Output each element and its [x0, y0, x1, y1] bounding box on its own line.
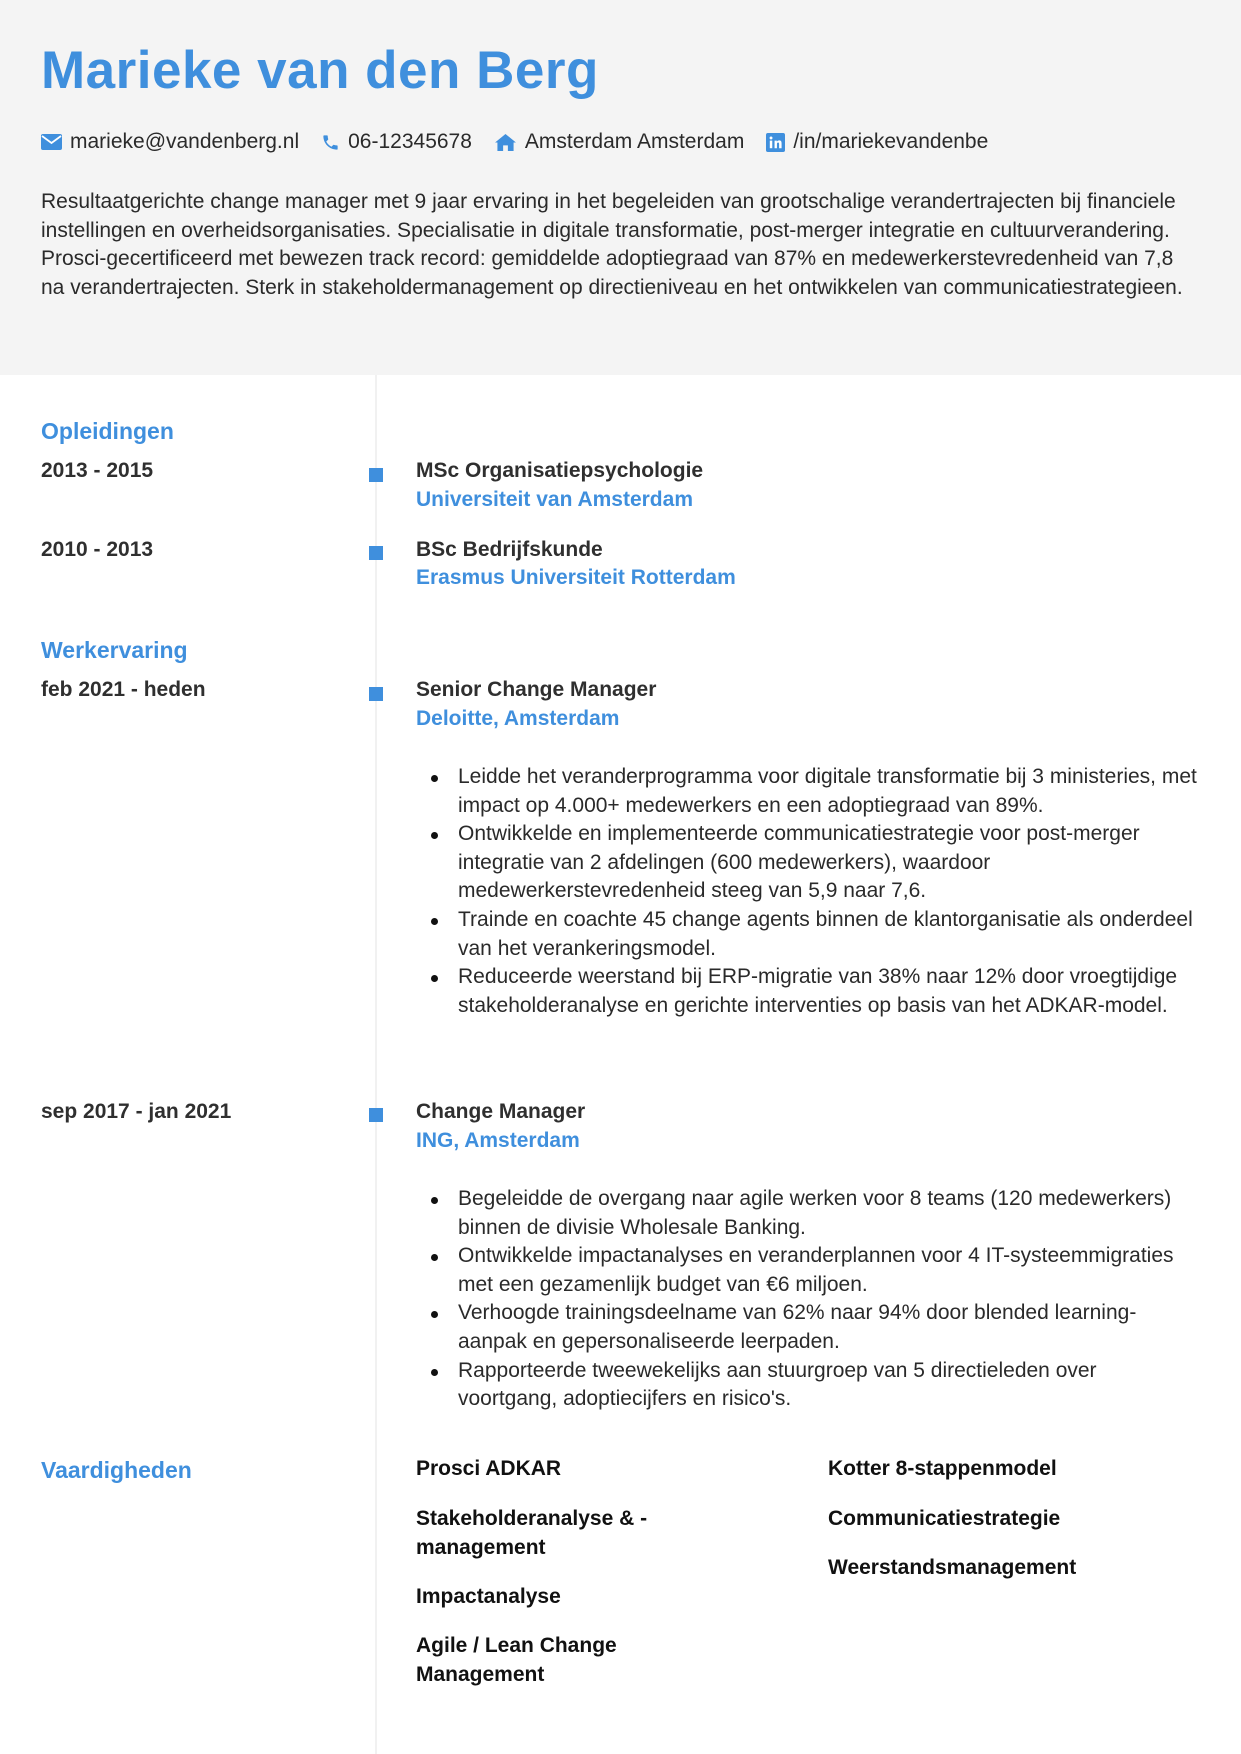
job-period: sep 2017 - jan 2021 — [41, 1100, 232, 1123]
experience-heading: Werkervaring — [41, 637, 188, 663]
contact-location — [494, 130, 744, 154]
degree-title: MSc Organisatiepsychologie — [416, 459, 704, 482]
achievement-item: Ontwikkelde impactanalyses en veranderplannen voor 4 IT-systeemmigraties met een gezamenlijk budget van €6 miljoen. — [416, 1242, 1201, 1299]
achievement-item: Rapporteerde tweewekelijks aan stuurgroep van 5 directieleden over voortgang, adoptiecijfers en risico's. — [416, 1357, 1201, 1414]
education-period: 2013 - 2015 — [41, 459, 154, 482]
contact-bar — [41, 128, 1010, 156]
education-period: 2010 - 2013 — [41, 538, 154, 561]
skills-heading: Vaardigheden — [41, 1457, 192, 1483]
phone-icon — [321, 133, 340, 152]
contact-linkedin[interactable] — [766, 130, 988, 154]
timeline-marker — [369, 687, 383, 701]
achievement-item: Leidde het veranderprogramma voor digitale transformatie bij 3 ministeries, met impact op 4.000+ medewerkers en een adoptiegraad van 89%. — [416, 763, 1201, 820]
timeline-marker — [369, 546, 383, 560]
skill-item: Communicatiestrategie — [828, 1507, 1061, 1530]
job-achievements — [416, 763, 1201, 1020]
skill-item: Impactanalyse — [416, 1585, 561, 1608]
job-achievements — [416, 1185, 1201, 1414]
skill-item: Prosci ADKAR — [416, 1457, 562, 1480]
job-title: Senior Change Manager — [416, 678, 657, 701]
column-divider — [375, 375, 377, 1754]
envelope-icon — [41, 134, 62, 150]
company-name: Deloitte, Amsterdam — [416, 707, 620, 730]
job-title: Change Manager — [416, 1100, 586, 1123]
resume-header — [0, 0, 1241, 375]
contact-phone[interactable] — [321, 130, 472, 154]
timeline-marker — [369, 1108, 383, 1122]
email-text: marieke@vandenberg.nl — [70, 130, 300, 153]
education-heading: Opleidingen — [41, 418, 174, 444]
timeline-marker — [369, 468, 383, 482]
achievement-item: Trainde en coachte 45 change agents binnen de klantorganisatie als onderdeel van het verankeringsmodel. — [416, 906, 1201, 963]
phone-text: 06-12345678 — [348, 130, 472, 153]
linkedin-text: /in/mariekevandenbe — [793, 130, 989, 153]
school-name: Universiteit van Amsterdam — [416, 488, 693, 511]
home-icon — [494, 133, 517, 152]
degree-title: BSc Bedrijfskunde — [416, 538, 603, 561]
candidate-name: Marieke van den Berg — [41, 41, 599, 100]
skill-item: Kotter 8-stappenmodel — [828, 1457, 1057, 1480]
achievement-item: Reduceerde weerstand bij ERP-migratie van 38% naar 12% door vroegtijdige stakeholderanalyse en gerichte interventies op basis van het ADKAR-model. — [416, 963, 1201, 1020]
location-text: Amsterdam Amsterdam — [524, 130, 745, 153]
skill-item: Weerstandsmanagement — [828, 1556, 1077, 1579]
skill-item: Stakeholderanalyse & -management — [416, 1507, 648, 1559]
profile-summary: Resultaatgerichte change manager met 9 jaar ervaring in het begeleiden van grootschalige verandertrajecten bij financiele instellingen en overheidsorganisaties. Specialisatie in digitale transformatie, post-merger integratie en cultuurverandering. Prosci-gecertificeerd met bewezen track record: gemiddelde adoptiegraad van 87% en medewerkerstevredenheid van 7,8 na verandertrajecten. Sterk in stakeholdermanagement op directieniveau en het ontwikkelen van communicatiestrategieen. — [41, 190, 1183, 299]
linkedin-icon — [766, 133, 785, 152]
contact-email[interactable] — [41, 130, 299, 154]
achievement-item: Verhoogde trainingsdeelname van 62% naar 94% door blended learning-aanpak en gepersonaliseerde leerpaden. — [416, 1299, 1201, 1356]
skill-item: Agile / Lean Change Management — [416, 1634, 617, 1686]
company-name: ING, Amsterdam — [416, 1129, 580, 1152]
achievement-item: Begeleidde de overgang naar agile werken voor 8 teams (120 medewerkers) binnen de divisie Wholesale Banking. — [416, 1185, 1201, 1242]
school-name: Erasmus Universiteit Rotterdam — [416, 566, 736, 589]
job-period: feb 2021 - heden — [41, 678, 206, 701]
achievement-item: Ontwikkelde en implementeerde communicatiestrategie voor post-merger integratie van 2 afdelingen (600 medewerkers), waardoor medewerkerstevredenheid steeg van 5,9 naar 7,6. — [416, 820, 1201, 906]
